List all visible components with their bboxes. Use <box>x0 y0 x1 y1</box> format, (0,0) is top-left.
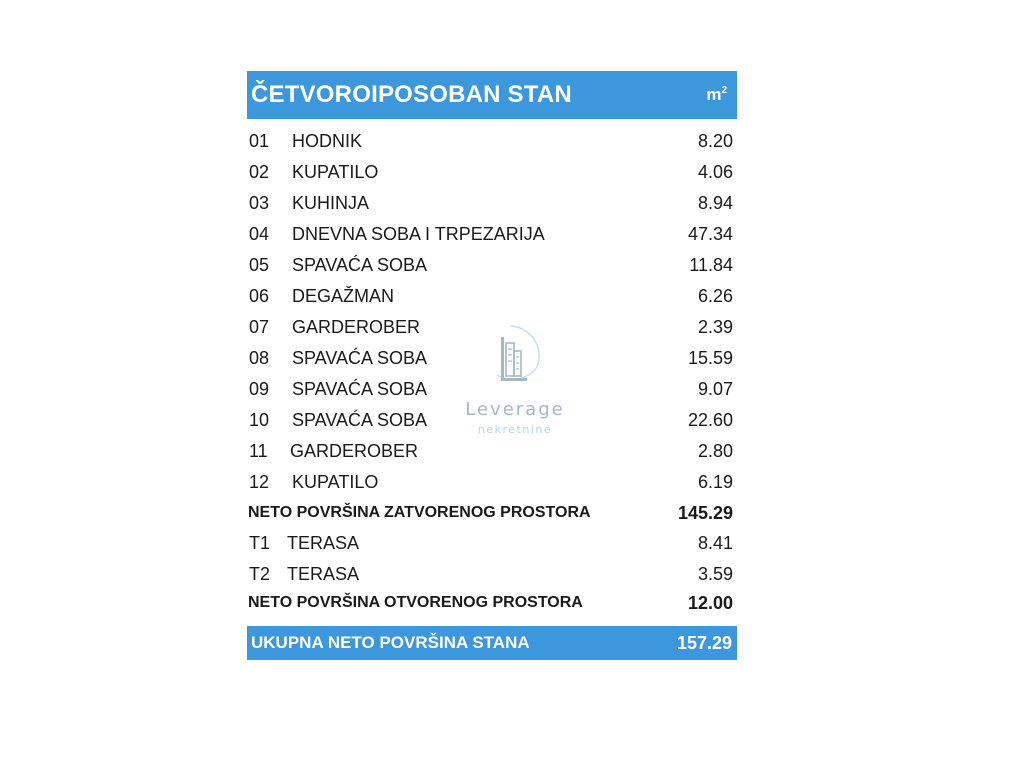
room-name: HODNIK <box>292 131 363 151</box>
room-name: GARDEROBER <box>292 317 421 337</box>
room-number: 11 <box>249 441 268 461</box>
closed-area-total-label: NETO POVRŠINA ZATVORENOG PROSTORA <box>248 504 591 521</box>
area-table <box>247 71 737 660</box>
room-number: 09 <box>249 379 270 399</box>
room-area: 22.60 <box>687 410 733 430</box>
room-area: 15.59 <box>687 348 733 368</box>
room-name: GARDEROBER <box>290 441 419 461</box>
room-number: 02 <box>249 162 270 182</box>
room-row <box>247 250 737 281</box>
room-number: 04 <box>249 224 270 244</box>
room-area: 9.07 <box>697 379 733 399</box>
room-area: 2.39 <box>697 317 733 337</box>
room-number: 12 <box>249 472 270 492</box>
grand-total-label: UKUPNA NETO POVRŠINA STANA <box>251 633 530 652</box>
room-area: 8.20 <box>697 131 733 151</box>
terrace-number: T1 <box>249 533 271 553</box>
room-area: 47.34 <box>687 224 733 244</box>
terrace-area: 3.59 <box>697 564 733 584</box>
open-area-total-row <box>247 590 737 616</box>
room-area: 6.26 <box>697 286 733 306</box>
room-number: 05 <box>249 255 270 275</box>
room-area: 8.94 <box>697 193 733 213</box>
room-row <box>247 219 737 250</box>
room-number: 08 <box>249 348 270 368</box>
room-name: SPAVAĆA SOBA <box>292 255 428 275</box>
grand-total-bar <box>247 626 737 660</box>
room-row <box>247 188 737 219</box>
room-row <box>247 281 737 312</box>
room-number: 07 <box>249 317 270 337</box>
room-row <box>247 436 737 467</box>
room-number: 03 <box>249 193 270 213</box>
room-name: KUHINJA <box>292 193 370 213</box>
room-number: 10 <box>249 410 270 430</box>
room-row <box>247 374 737 405</box>
table-header <box>247 71 737 119</box>
room-number: 01 <box>249 131 270 151</box>
terrace-row <box>247 559 737 590</box>
room-name: SPAVAĆA SOBA <box>292 348 428 368</box>
watermark-brand-name: Leverage <box>465 399 565 420</box>
terrace-area: 8.41 <box>697 533 733 553</box>
room-name: KUPATILO <box>292 162 379 182</box>
room-name: DNEVNA SOBA I TRPEZARIJA <box>292 224 545 244</box>
terrace-name: TERASA <box>287 533 360 553</box>
grand-total-value: 157.29 <box>676 632 732 653</box>
room-area: 11.84 <box>689 255 733 275</box>
closed-area-total-value: 145.29 <box>677 502 733 523</box>
room-area: 6.19 <box>697 472 733 492</box>
unit-label: $m^2$ <box>706 85 727 104</box>
room-name: DEGAŽMAN <box>292 286 395 306</box>
closed-area-total-row <box>247 498 737 528</box>
table-rows <box>247 126 737 616</box>
terrace-name: TERASA <box>287 564 360 584</box>
terrace-row <box>247 528 737 559</box>
room-area: 4.06 <box>697 162 733 182</box>
room-row <box>247 343 737 374</box>
room-area: 2.80 <box>697 441 733 461</box>
open-area-total-label: NETO POVRŠINA OTVORENOG PROSTORA <box>248 594 583 611</box>
room-name: SPAVAĆA SOBA <box>292 410 428 430</box>
open-area-total-value: 12.00 <box>687 592 733 613</box>
table-title: ČETVOROIPOSOBAN STAN <box>251 81 572 108</box>
room-name: SPAVAĆA SOBA <box>292 379 428 399</box>
room-row <box>247 467 737 498</box>
room-row <box>247 157 737 188</box>
room-row <box>247 405 737 436</box>
terrace-number: T2 <box>249 564 271 584</box>
room-row <box>247 312 737 343</box>
watermark-brand-subtitle: nekretnine <box>477 423 553 436</box>
room-row <box>247 126 737 157</box>
room-name: KUPATILO <box>292 472 379 492</box>
room-number: 06 <box>249 286 270 306</box>
